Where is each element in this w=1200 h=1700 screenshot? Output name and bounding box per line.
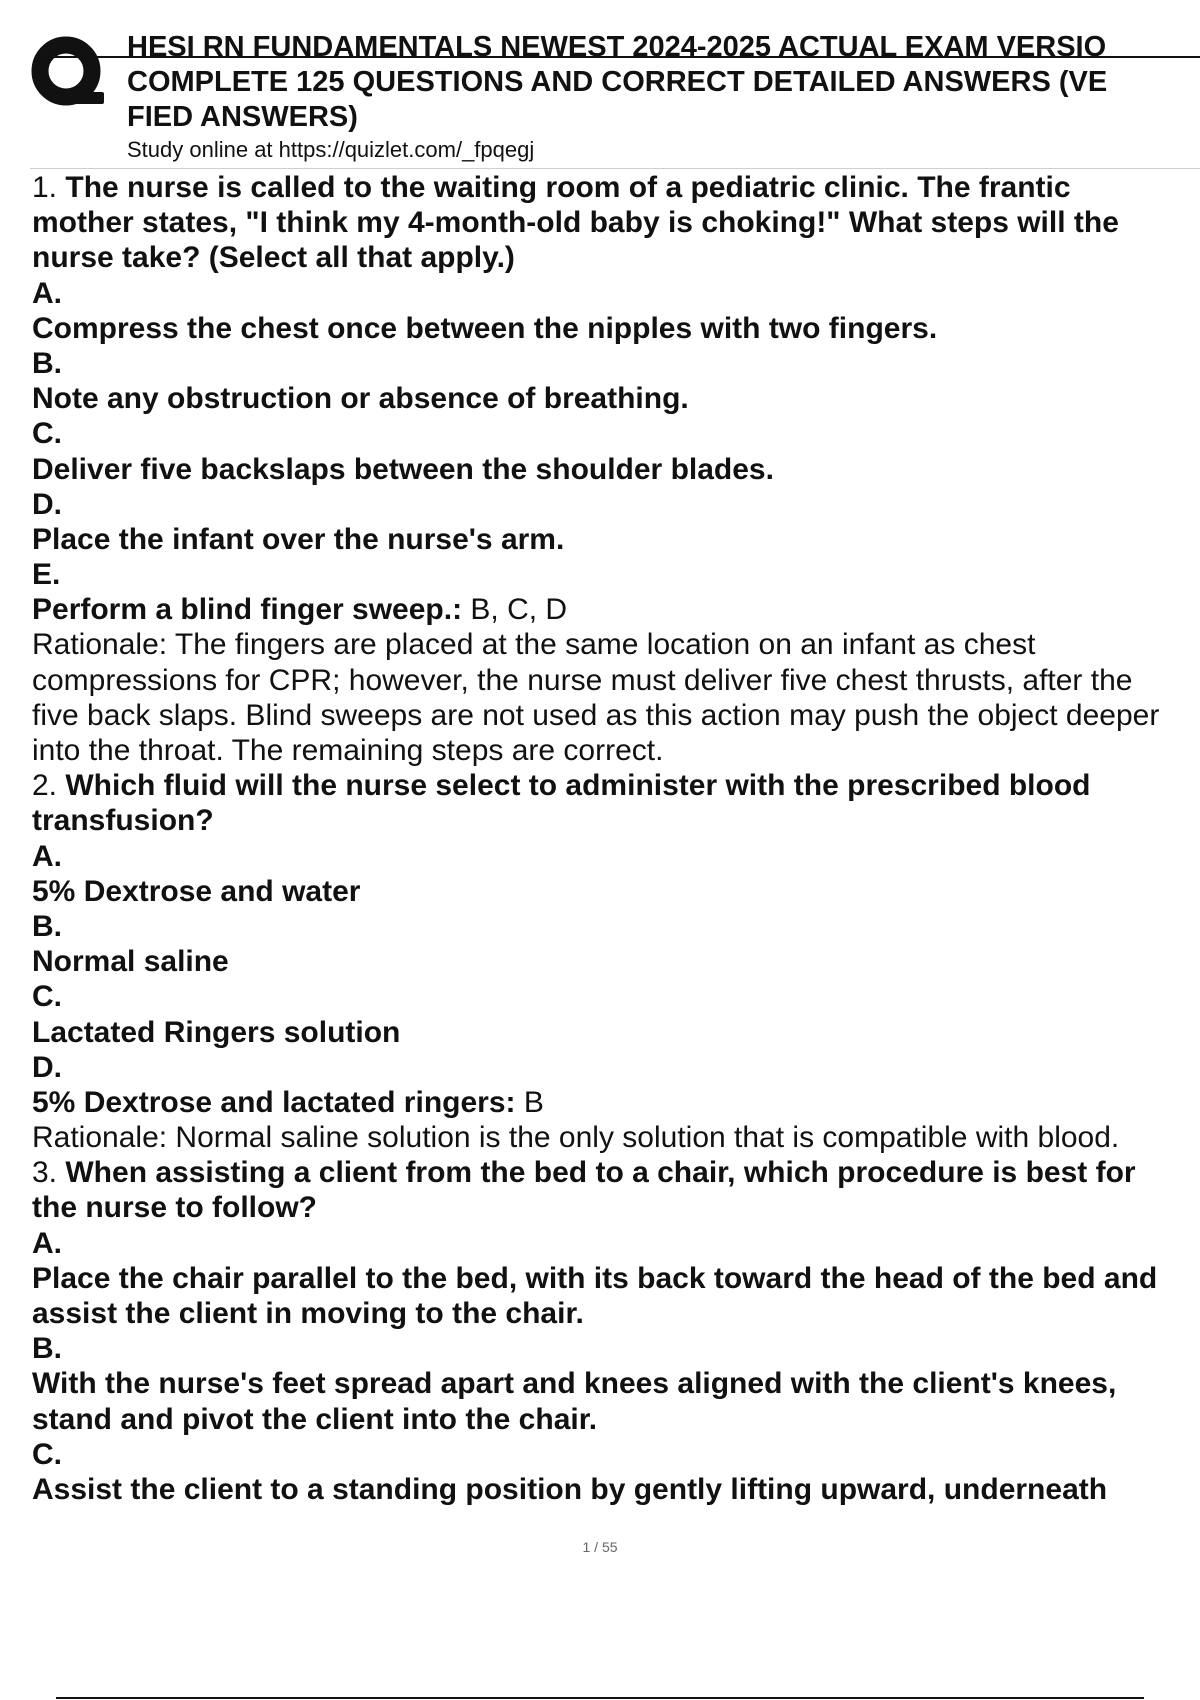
question-text: The nurse is called to the waiting room of a pediatric clinic. The frantic bbox=[57, 171, 1071, 204]
option-text: Assist the client to a standing position by gently lifting upward, underneath bbox=[32, 1472, 1108, 1506]
rationale-text: five back slaps. Blind sweeps are not used as this action may push the object deeper bbox=[32, 698, 1160, 732]
option-text: With the nurse's feet spread apart and knees aligned with the client's knees, bbox=[32, 1367, 1117, 1401]
rationale-text: into the throat. The remaining steps are correct. bbox=[32, 734, 664, 767]
option-text: Compress the chest once between the nipples with two fingers. bbox=[32, 311, 938, 345]
option-letter: A. bbox=[32, 1226, 62, 1260]
option-text: Perform a blind finger sweep.: bbox=[32, 593, 463, 627]
question-text: Which fluid will the nurse select to administer with the prescribed blood bbox=[57, 769, 1091, 803]
option-text: 5% Dextrose and water bbox=[32, 874, 361, 908]
title-line: HESI RN FUNDAMENTALS NEWEST 2024-2025 ACTUAL EXAM VERSIO bbox=[127, 31, 1107, 63]
option-letter: C. bbox=[32, 1437, 62, 1471]
title-line: COMPLETE 125 QUESTIONS AND CORRECT DETAILED ANSWERS (VE bbox=[127, 66, 1108, 98]
question-3 bbox=[32, 1155, 1200, 1507]
option-letter: C. bbox=[32, 980, 62, 1014]
option-text: Normal saline bbox=[32, 945, 229, 979]
question-number: 1. bbox=[32, 171, 58, 204]
questions-content bbox=[32, 170, 1200, 1507]
question-text: nurse take? (Select all that apply.) bbox=[32, 241, 515, 275]
question-1 bbox=[32, 170, 1200, 768]
option-letter: B. bbox=[32, 1332, 62, 1366]
header-separator bbox=[30, 168, 1200, 169]
question-text: transfusion? bbox=[32, 804, 214, 838]
option-letter: B. bbox=[32, 346, 62, 380]
option-text: stand and pivot the client into the chair. bbox=[32, 1402, 598, 1436]
option-letter: E. bbox=[32, 558, 61, 592]
question-number: 3. bbox=[32, 1156, 58, 1190]
question-text: the nurse to follow? bbox=[32, 1191, 317, 1225]
study-online-link[interactable]: Study online at https://quizlet.com/_fpqegj bbox=[127, 137, 535, 162]
title-line: FIED ANSWERS) bbox=[127, 101, 358, 133]
answer-key: B bbox=[515, 1085, 544, 1119]
question-2 bbox=[32, 768, 1200, 1155]
document-title bbox=[127, 30, 1200, 135]
option-text: 5% Dextrose and lactated ringers: bbox=[32, 1085, 516, 1119]
question-text: When assisting a client from the bed to a chair, which procedure is best for bbox=[57, 1156, 1136, 1190]
option-letter: A. bbox=[32, 276, 62, 310]
answer-line bbox=[32, 1085, 1200, 1120]
answer-key: B, C, D bbox=[462, 593, 568, 627]
question-number: 2. bbox=[32, 769, 58, 803]
option-text: Deliver five backslaps between the shoulder blades. bbox=[32, 452, 774, 486]
document-header bbox=[0, 0, 1200, 172]
option-text: assist the client in moving to the chair. bbox=[32, 1297, 584, 1330]
rationale-text: Rationale: Normal saline solution is the only solution that is compatible with blood. bbox=[32, 1121, 1120, 1155]
rationale-text: compressions for CPR; however, the nurse must deliver five chest thrusts, after the bbox=[32, 663, 1133, 697]
option-text: Place the chair parallel to the bed, with its back toward the head of the bed and bbox=[32, 1261, 1158, 1295]
question-stem-line bbox=[32, 170, 1200, 205]
rationale-text: Rationale: The fingers are placed at the same location on an infant as chest bbox=[32, 628, 1036, 662]
footer-rule bbox=[56, 1697, 1144, 1699]
option-text: Lactated Ringers solution bbox=[32, 1015, 401, 1049]
question-stem-line bbox=[32, 1155, 1200, 1190]
option-letter: A. bbox=[32, 839, 62, 873]
answer-line bbox=[32, 592, 1200, 627]
option-letter: D. bbox=[32, 487, 62, 521]
question-text: mother states, "I think my 4-month-old baby is choking!" What steps will the bbox=[32, 206, 1119, 240]
quizlet-logo-icon bbox=[30, 34, 106, 110]
question-stem-line bbox=[32, 768, 1200, 803]
option-letter: B. bbox=[32, 909, 62, 943]
page-number: 1 / 55 bbox=[582, 1539, 618, 1555]
option-text: Place the infant over the nurse's arm. bbox=[32, 522, 565, 556]
option-letter: D. bbox=[32, 1050, 62, 1084]
option-text: Note any obstruction or absence of breathing. bbox=[32, 382, 689, 416]
option-letter: C. bbox=[32, 417, 62, 451]
